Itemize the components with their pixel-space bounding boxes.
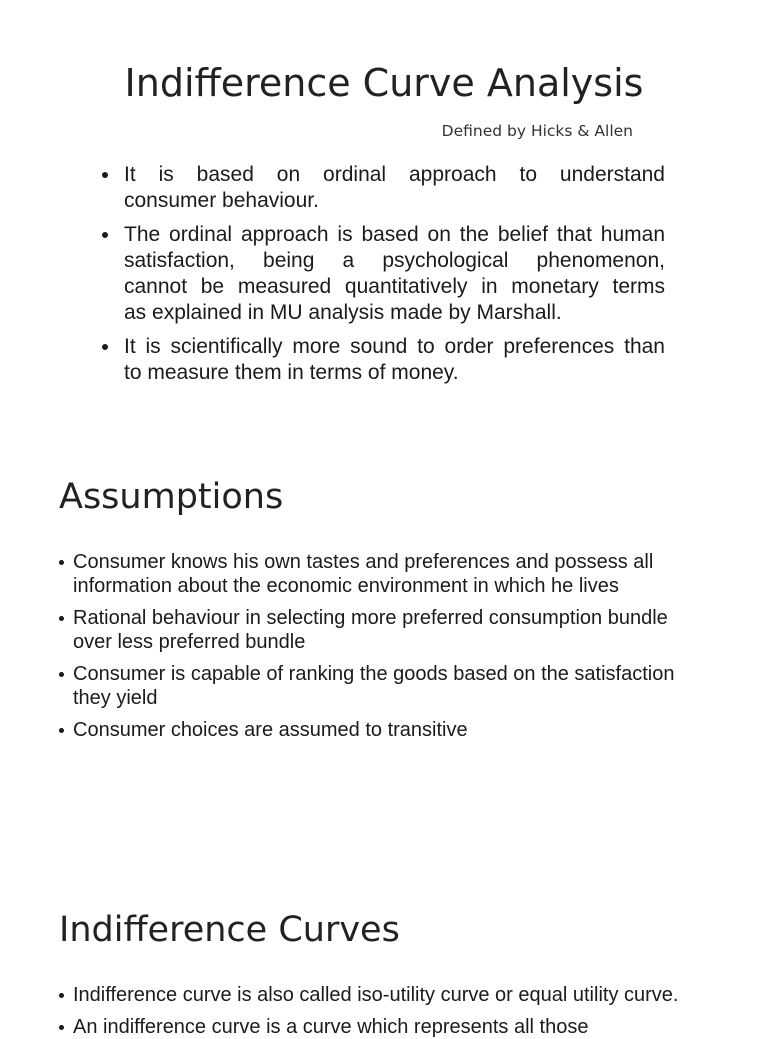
bullet-line: The ordinal approach is based on the belief that human (124, 223, 665, 246)
assumptions-heading: Assumptions (59, 477, 284, 517)
bullet-icon (59, 616, 64, 621)
bullet-icon (102, 172, 108, 178)
list-item (59, 983, 739, 1007)
bullet-icon (59, 728, 64, 733)
bullet-icon (102, 344, 108, 350)
bullet-line: consumer behaviour. (124, 189, 319, 212)
list-item (59, 662, 739, 710)
bullet-line: information about the economic environment in which he lives (73, 575, 619, 597)
bullet-icon (102, 232, 108, 238)
bullet-line: It is scientifically more sound to order preferences than (124, 335, 665, 358)
assumptions-bullet-list (59, 550, 739, 750)
indifference-curves-bullet-list (59, 983, 739, 1038)
bullet-line: cannot be measured quantitatively in monetary terms (124, 275, 665, 298)
list-item (59, 606, 739, 654)
indifference-curves-heading: Indifference Curves (59, 910, 400, 950)
bullet-line: as explained in MU analysis made by Marshall. (124, 301, 562, 324)
bullet-line: over less preferred bundle (73, 631, 306, 653)
list-item (102, 162, 665, 214)
list-item (102, 222, 665, 326)
page-title: Indifference Curve Analysis (124, 61, 644, 105)
bullet-icon (59, 993, 64, 998)
bullet-line: they yield (73, 687, 158, 709)
bullet-line: Consumer choices are assumed to transitive (73, 719, 468, 741)
list-item (59, 1015, 739, 1039)
bullet-line: to measure them in terms of money. (124, 361, 459, 384)
bullet-icon (59, 1025, 64, 1030)
bullet-line: Consumer is capable of ranking the goods based on the satisfaction (73, 663, 675, 685)
bullet-line: satisfaction, being a psychological phenomenon, (124, 249, 665, 272)
list-item (102, 334, 665, 386)
bullet-line: It is based on ordinal approach to understand (124, 163, 665, 186)
list-item (59, 718, 739, 742)
bullet-icon (59, 672, 64, 677)
page-subtitle: Defined by Hicks & Allen (441, 122, 633, 140)
bullet-line: An indifference curve is a curve which represents all those (73, 1016, 589, 1038)
list-item (59, 550, 739, 598)
intro-bullet-list (102, 162, 665, 394)
bullet-line: Indifference curve is also called iso-utility curve or equal utility curve. (73, 984, 679, 1006)
bullet-line: Consumer knows his own tastes and preferences and possess all (73, 551, 654, 573)
bullet-line: Rational behaviour in selecting more preferred consumption bundle (73, 607, 668, 629)
bullet-icon (59, 560, 64, 565)
